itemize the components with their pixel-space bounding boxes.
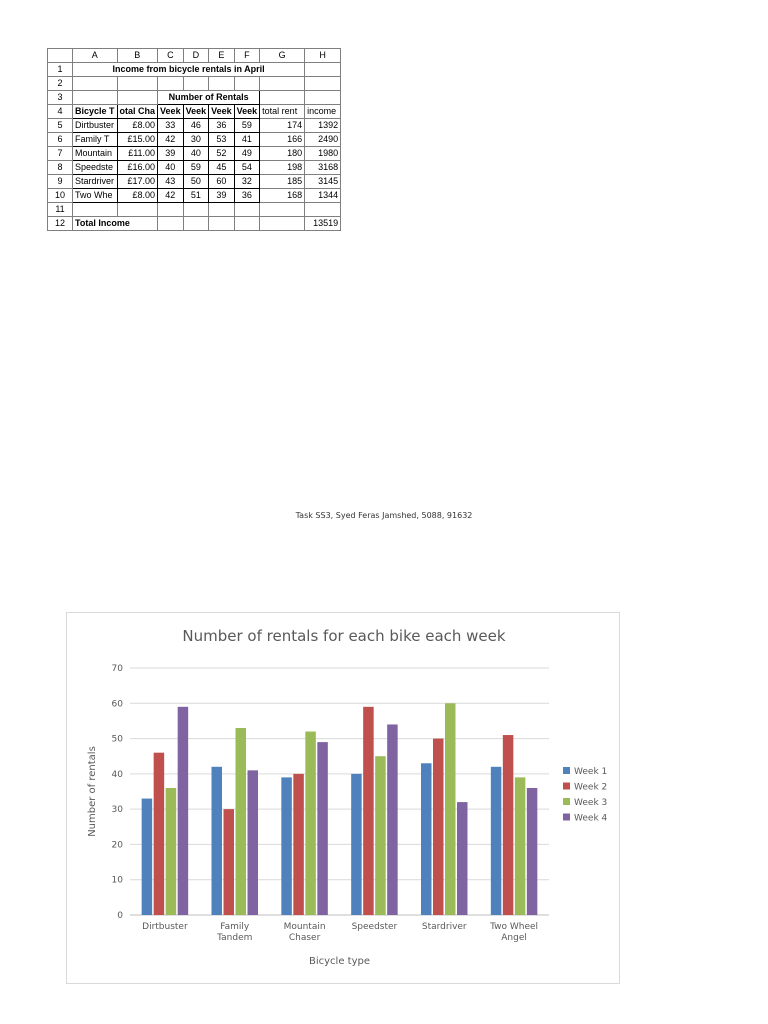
row-number: 12 [48,217,73,231]
empty-cell [305,203,341,217]
column-title: Bicycle T [73,105,118,119]
x-tick-label-line: Two Wheel [490,922,539,932]
table-cell: Mountain [73,147,118,161]
bar [351,774,362,915]
empty-cell [73,77,118,91]
table-cell: 39 [209,189,235,203]
table-cell: £11.00 [117,147,158,161]
table-cell: 3145 [305,175,341,189]
empty-cell [117,203,158,217]
table-cell: 49 [234,147,260,161]
x-tick-label-line: Chaser [288,933,321,943]
bar [224,809,235,915]
table-row [48,133,341,147]
legend-swatch [563,814,570,821]
empty-cell [158,77,184,91]
row-number: 6 [48,133,73,147]
empty-cell [234,217,260,231]
table-cell: Family T [73,133,118,147]
empty-cell [73,91,118,105]
y-tick-label: 60 [111,699,123,710]
bar [178,707,189,915]
bar [293,774,304,915]
column-header-row [48,49,341,63]
table-cell: 180 [260,147,305,161]
bar [236,728,247,915]
table-cell: Two Whe [73,189,118,203]
row-number: 11 [48,203,73,217]
sheet-row [48,91,341,105]
y-axis-title: Number of rentals [87,746,98,837]
table-cell: £16.00 [117,161,158,175]
table-cell: 1392 [305,119,341,133]
empty-cell [260,203,305,217]
table-row [48,161,341,175]
empty-cell [260,91,305,105]
table-cell: 39 [158,147,184,161]
bar [515,777,526,915]
table-cell: 185 [260,175,305,189]
bar [527,788,538,915]
bar [142,799,153,915]
empty-cell [209,203,235,217]
total-row [48,217,341,231]
legend-swatch [563,783,570,790]
column-title: otal Cha [117,105,158,119]
row-number: 3 [48,91,73,105]
row-number: 9 [48,175,73,189]
x-tick-label [216,922,252,943]
legend-label: Week 1 [574,767,608,777]
bar [457,802,468,915]
table-row [48,175,341,189]
table-cell: 42 [158,133,184,147]
bar [503,735,514,915]
table-cell: 42 [158,189,184,203]
bar [375,756,386,915]
table-cell: 51 [183,189,209,203]
empty-cell [305,77,341,91]
x-tick-label-line: Mountain [283,922,326,932]
empty-cell [158,217,184,231]
header-row [48,105,341,119]
row-number: 10 [48,189,73,203]
empty-cell [117,77,158,91]
empty-cell [305,91,341,105]
empty-cell [209,77,235,91]
table-cell: 174 [260,119,305,133]
total-income-value: 13519 [305,217,341,231]
table-cell: 53 [209,133,235,147]
column-header: H [305,49,341,63]
bar [387,724,398,915]
chart-area [66,612,620,984]
table-cell: 50 [183,175,209,189]
table-cell: 60 [209,175,235,189]
legend-label: Week 3 [574,798,608,808]
document-caption: Task SS3, Syed Feras Jamshed, 5088, 91632 [295,511,473,520]
column-header: A [73,49,118,63]
total-income-label: Total Income [73,217,158,231]
spreadsheet [47,48,341,231]
y-tick-label: 70 [111,664,123,674]
x-tick-label-line: Dirtbuster [142,922,188,932]
table-cell: 2490 [305,133,341,147]
table-cell: Stardriver [73,175,118,189]
column-header [48,49,73,63]
sheet-title: Income from bicycle rentals in April [73,63,305,77]
column-title: Veek [234,105,260,119]
row-number: 2 [48,77,73,91]
x-tick-label [284,922,326,943]
table-cell: 40 [158,161,184,175]
column-title: income [305,105,341,119]
table-cell: 54 [234,161,260,175]
x-tick-label-line: Speedster [351,922,398,932]
table-cell: 59 [183,161,209,175]
empty-cell [305,63,341,77]
table-cell: 1344 [305,189,341,203]
table-cell: £15.00 [117,133,158,147]
bar-chart [67,613,621,985]
x-tick-label [489,922,538,943]
legend-label: Week 2 [574,782,608,793]
bar [317,742,328,915]
rentals-subheader: Number of Rentals [158,91,260,105]
table-row [48,189,341,203]
legend-label: Week 4 [574,813,608,824]
table-cell: £17.00 [117,175,158,189]
bar [248,770,259,915]
bar [421,763,432,915]
column-header: F [234,49,260,63]
row-number: 5 [48,119,73,133]
bar [363,707,374,915]
table-cell: £8.00 [117,119,158,133]
table-cell: 36 [234,189,260,203]
table-cell: 40 [183,147,209,161]
table-cell: 33 [158,119,184,133]
bar [445,703,456,915]
empty-cell [260,77,305,91]
bar [154,753,165,915]
sheet-row [48,77,341,91]
empty-cell [183,203,209,217]
table-cell: Dirtbuster [73,119,118,133]
column-title: Veek [209,105,235,119]
empty-cell [158,203,184,217]
row-number: 8 [48,161,73,175]
x-tick-label-line: Angel [501,933,527,943]
empty-cell [183,217,209,231]
table-cell: 32 [234,175,260,189]
empty-cell [73,203,118,217]
table-cell: 168 [260,189,305,203]
row-number: 7 [48,147,73,161]
table-cell: Speedste [73,161,118,175]
empty-cell [234,77,260,91]
table-cell: 166 [260,133,305,147]
bar [305,732,316,915]
chart-title: Number of rentals for each bike each week [182,627,506,645]
legend-swatch [563,767,570,774]
table-cell: 30 [183,133,209,147]
column-header: E [209,49,235,63]
x-tick-label [142,922,188,932]
table-cell: 3168 [305,161,341,175]
x-tick-label-line: Tandem [217,933,253,943]
column-title: Veek [158,105,184,119]
y-tick-label: 10 [111,875,123,886]
sheet-row [48,63,341,77]
table-cell: 52 [209,147,235,161]
column-header: B [117,49,158,63]
bar [433,739,444,915]
table-cell: 43 [158,175,184,189]
bar [281,777,292,915]
empty-cell [209,217,235,231]
column-title: total rent [260,105,305,119]
table-row [48,119,341,133]
row-number: 1 [48,63,73,77]
y-tick-label: 0 [117,911,123,921]
y-tick-label: 40 [111,769,123,780]
empty-cell [183,77,209,91]
bar [491,767,502,915]
table-cell: 46 [183,119,209,133]
table-cell: 1980 [305,147,341,161]
empty-cell [117,91,158,105]
table-row [48,147,341,161]
x-tick-label [422,922,467,932]
table-cell: 198 [260,161,305,175]
x-tick-label-line: Stardriver [421,922,467,932]
x-tick-label [352,922,398,932]
empty-cell [234,203,260,217]
table-cell: 36 [209,119,235,133]
table-cell: 41 [234,133,260,147]
column-header: C [158,49,184,63]
bar [212,767,223,915]
table-cell: 45 [209,161,235,175]
row-number: 4 [48,105,73,119]
sheet-row [48,203,341,217]
x-axis-title: Bicycle type [308,956,371,967]
y-tick-label: 30 [111,805,123,816]
bar [166,788,177,915]
legend-swatch [563,798,570,805]
empty-cell [260,217,305,231]
table-cell: 59 [234,119,260,133]
y-tick-label: 20 [111,840,123,851]
column-header: D [183,49,209,63]
column-title: Veek [183,105,209,119]
table-cell: £8.00 [117,189,158,203]
y-tick-label: 50 [111,734,123,745]
x-tick-label-line: Family [220,922,250,932]
column-header: G [260,49,305,63]
